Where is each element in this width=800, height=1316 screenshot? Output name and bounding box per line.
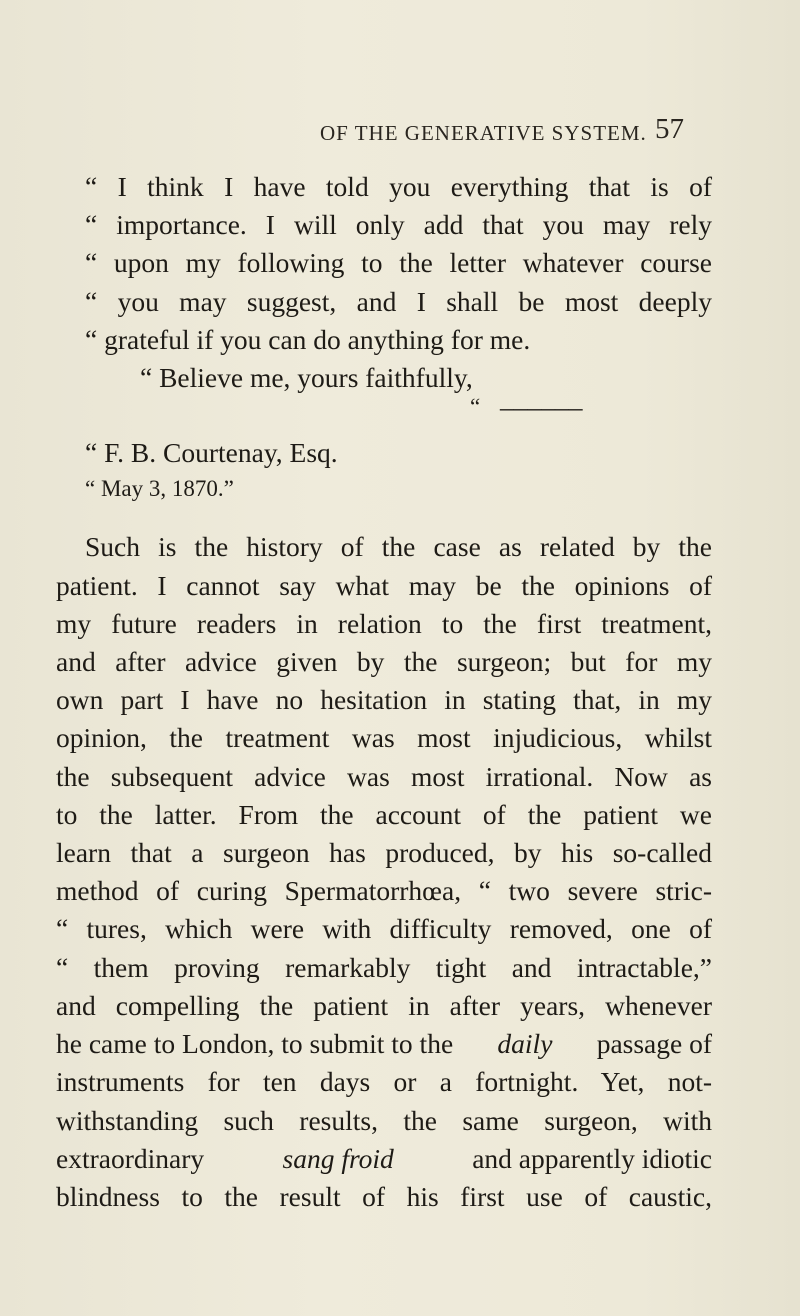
body-line: own part I have no hesitation in stating that, in my (56, 684, 712, 715)
body-line: and compelling the patient in after years, whenever (56, 990, 712, 1021)
body-line: “ tures, which were with difficulty removed, one of (56, 913, 712, 944)
body-line-part: and apparently idiotic (472, 1143, 712, 1174)
letter-line: “ you may suggest, and I shall be most deeply (85, 286, 712, 317)
body-line (56, 1140, 712, 1178)
body-line: opinion, the treatment was most injudicious, whilst (56, 722, 712, 753)
letter-line: “ importance. I will only add that you may rely (85, 209, 712, 240)
body-line: method of curing Spermatorrhœa, “ two severe stric- (56, 875, 712, 906)
body-line: withstanding such results, the same surgeon, with (56, 1105, 712, 1136)
body-line: my future readers in relation to the first treatment, (56, 608, 712, 639)
body-line-part: he came to London, to submit to the (56, 1028, 454, 1059)
body-line: “ them proving remarkably tight and intractable,” (56, 952, 712, 983)
letter-closing: “ Believe me, yours faithfully, (140, 362, 473, 393)
body-line: blindness to the result of his first use of caustic, (56, 1181, 712, 1212)
body-line: and after advice given by the surgeon; but for my (56, 646, 712, 677)
letter-line: “ upon my following to the letter whatever course (85, 247, 712, 278)
running-head: OF THE GENERATIVE SYSTEM. (320, 121, 647, 145)
emphasis-sang-froid: sang froid (282, 1143, 394, 1174)
body-line: instruments for ten days or a fortnight. Yet, not- (56, 1066, 712, 1097)
body-line: to the latter. From the account of the patient we (56, 799, 712, 830)
emphasis-daily: daily (497, 1028, 553, 1059)
letter-line: “ I think I have told you everything that is of (85, 171, 712, 202)
letter-addressee: “ F. B. Courtenay, Esq. (85, 437, 338, 468)
body-line: learn that a surgeon has produced, by his so-called (56, 837, 712, 868)
body-line: Such is the history of the case as related by the (85, 531, 712, 562)
body-line: patient. I cannot say what may be the opinions of (56, 570, 712, 601)
letter-line: “ grateful if you can do anything for me. (85, 324, 531, 355)
body-line-part: passage of (596, 1028, 712, 1059)
page-number: 57 (655, 113, 684, 145)
body-line: the subsequent advice was most irrational. Now as (56, 761, 712, 792)
signature-mark: “ (470, 394, 481, 419)
body-line (56, 1025, 712, 1063)
letter-date: “ May 3, 1870.” (85, 476, 234, 501)
body-line-part: extraordinary (56, 1143, 205, 1174)
signature-blank: ______ (500, 382, 583, 413)
